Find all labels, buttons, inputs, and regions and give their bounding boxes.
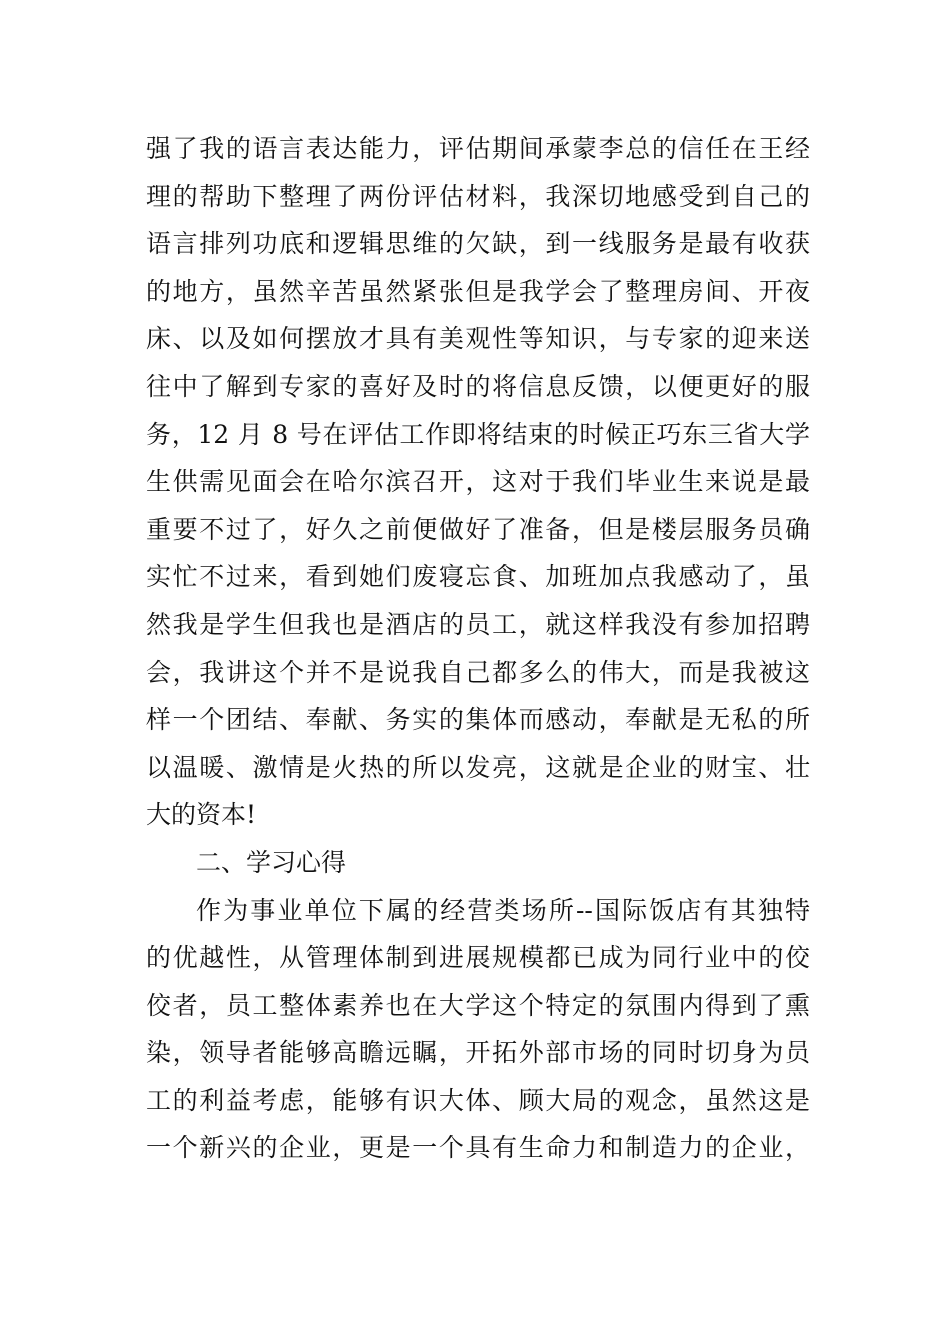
text-line: 生供需见面会在哈尔滨召开，这对于我们毕业生来说是最: [146, 467, 810, 497]
text-line: 以温暖、激情是火热的所以发亮，这就是企业的财宝、壮: [146, 752, 810, 782]
text-line: 会，我讲这个并不是说我自己都多么的伟大，而是我被这: [146, 657, 810, 687]
text-line: 床、以及如何摆放才具有美观性等知识，与专家的迎来送: [146, 324, 810, 354]
paragraph-first-line: 作为事业单位下属的经营类场所--国际饭店有其独特: [196, 895, 810, 925]
section-heading: 二、学习心得: [196, 847, 347, 877]
text-line: 染，领导者能够高瞻远瞩，开拓外部市场的同时切身为员: [146, 1038, 810, 1068]
text-line: 强了我的语言表达能力，评估期间承蒙李总的信任在王经: [146, 134, 810, 163]
document-body: [146, 125, 810, 1172]
text-line: 语言排列功底和逻辑思维的欠缺，到一线服务是最有收获: [146, 229, 810, 259]
text-line: 工的利益考虑，能够有识大体、顾大局的观念，虽然这是: [146, 1085, 810, 1115]
text-line: 重要不过了，好久之前便做好了准备，但是楼层服务员确: [146, 514, 810, 544]
text-line: 往中了解到专家的喜好及时的将信息反馈，以便更好的服: [146, 371, 810, 401]
text-line: 务，12 月 8 号在评估工作即将结束的时候正巧东三省大学: [146, 419, 810, 449]
text-line: 实忙不过来，看到她们废寝忘食、加班加点我感动了，虽: [146, 562, 810, 592]
text-line: 的优越性，从管理体制到进展规模都已成为同行业中的佼: [146, 943, 810, 973]
paragraph-end-line: 大的资本!: [146, 800, 257, 830]
text-line: 一个新兴的企业，更是一个具有生命力和制造力的企业，: [146, 1133, 810, 1163]
text-line: 理的帮助下整理了两份评估材料，我深切地感受到自己的: [146, 181, 810, 211]
text-line: 然我是学生但我也是酒店的员工，就这样我没有参加招聘: [146, 609, 810, 639]
text-line: 佼者，员工整体素养也在大学这个特定的氛围内得到了熏: [146, 990, 810, 1020]
text-line: 样一个团结、奉献、务实的集体而感动，奉献是无私的所: [146, 705, 810, 735]
text-line: 的地方，虽然辛苦虽然紧张但是我学会了整理房间、开夜: [146, 276, 810, 306]
